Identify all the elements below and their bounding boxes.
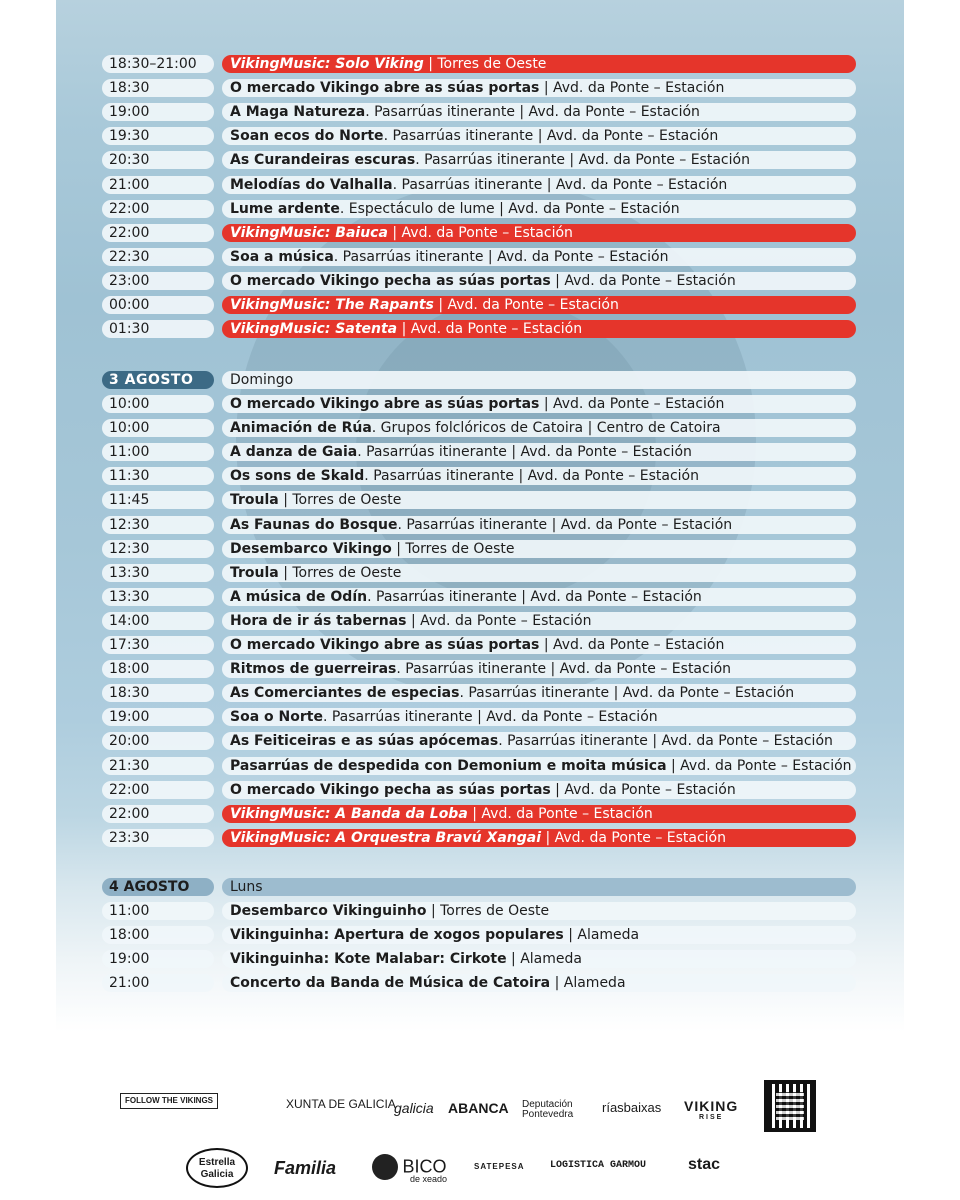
event-title: Hora de ir ás tabernas: [230, 612, 407, 629]
event-time: 18:00: [102, 660, 214, 678]
event-time: 23:00: [102, 272, 214, 290]
event-title: VikingMusic: A Orquestra Bravú Xangai: [230, 829, 542, 846]
event-title: Desembarco Vikinguinho: [230, 903, 427, 919]
event-title: VikingMusic: The Rapants: [230, 297, 434, 313]
event-time: 21:00: [102, 974, 214, 992]
event-detail: | Avd. da Ponte – Estación: [387, 224, 573, 241]
event-time: 18:30: [102, 79, 214, 97]
event-time: 10:00: [102, 419, 214, 437]
viking-rise-title: VIKING: [684, 1098, 739, 1114]
event-description: [222, 296, 856, 314]
event-detail: | Avd. da Ponte – Estación: [666, 757, 852, 774]
event-detail: | Alameda: [563, 927, 640, 944]
event-row: [102, 564, 856, 582]
event-description: [222, 443, 856, 461]
event-title: Vikinguinha: Apertura de xogos populares: [230, 927, 564, 944]
event-description: [222, 781, 856, 799]
day-header-3-agosto: [102, 371, 856, 389]
event-description: [222, 516, 856, 534]
event-row: [102, 708, 856, 726]
event-title: VikingMusic: Baiuca: [230, 224, 388, 241]
event-description: [222, 902, 856, 920]
event-row: [102, 516, 856, 534]
concert-row: [102, 296, 856, 314]
event-description: [222, 419, 856, 437]
event-description: [222, 224, 856, 242]
event-row: [102, 79, 856, 97]
event-detail: . Pasarrúas itinerante | Avd. da Ponte – Estación: [333, 248, 669, 265]
event-time: 11:00: [102, 443, 214, 461]
event-description: [222, 127, 856, 145]
event-row: [102, 176, 856, 194]
event-row: [102, 684, 856, 702]
event-row: [102, 612, 856, 630]
event-description: [222, 395, 856, 413]
event-description: [222, 708, 856, 726]
event-detail: | Avd. da Ponte – Estación: [467, 805, 653, 822]
event-row: [102, 540, 856, 558]
garmou-logo: LOGISTICA GARMOU: [550, 1160, 647, 1171]
galicia-logo: galicia: [394, 1100, 434, 1116]
event-description: [222, 176, 856, 194]
event-detail: | Torres de Oeste: [426, 903, 550, 919]
event-time: 12:30: [102, 516, 214, 534]
poster: [56, 0, 904, 1200]
concert-row: [102, 805, 856, 823]
event-description: [222, 151, 856, 169]
event-time: 11:30: [102, 467, 214, 485]
event-time: 13:30: [102, 588, 214, 606]
event-time: 11:00: [102, 902, 214, 920]
event-time: 19:30: [102, 127, 214, 145]
event-description: [222, 272, 856, 290]
event-description: [222, 103, 856, 121]
event-row: [102, 248, 856, 266]
event-row: [102, 443, 856, 461]
event-detail: | Avd. da Ponte – Estación: [406, 612, 592, 629]
event-detail: | Avd. da Ponte – Estación: [550, 272, 736, 289]
event-description: [222, 684, 856, 702]
event-title: Lume ardente: [230, 200, 340, 217]
concert-row: [102, 320, 856, 338]
event-description: [222, 757, 856, 775]
day-weekday: Luns: [222, 878, 856, 896]
event-time: 00:00: [102, 296, 214, 314]
event-row: [102, 732, 856, 750]
bico-title: BICO: [402, 1156, 447, 1177]
estrella-galicia-logo: Estrella Galicia: [186, 1148, 248, 1188]
event-title: As Curandeiras escuras: [230, 152, 416, 169]
event-description: [222, 926, 856, 944]
abanca-logo: ABANCA: [448, 1100, 509, 1116]
event-detail: . Espectáculo de lume | Avd. da Ponte – Estación: [339, 200, 680, 217]
event-detail: | Avd. da Ponte – Estación: [539, 396, 725, 412]
event-time: 12:30: [102, 540, 214, 558]
event-time: 22:00: [102, 781, 214, 799]
bico-sub: de xeado: [410, 1174, 448, 1184]
event-title: A música de Odín: [230, 588, 368, 605]
event-title: Os sons de Skald: [230, 468, 365, 485]
event-time: 23:30: [102, 829, 214, 847]
event-description: [222, 467, 856, 485]
day-label: 3 AGOSTO: [102, 371, 214, 389]
event-title: O mercado Vikingo abre as súas portas: [230, 80, 540, 97]
event-title: Melodías do Valhalla: [230, 176, 393, 193]
event-row: [102, 151, 856, 169]
event-row: [102, 491, 856, 509]
event-description: [222, 564, 856, 582]
event-detail: . Pasarrúas itinerante | Avd. da Ponte – Estación: [357, 444, 692, 461]
event-time: 18:30–21:00: [102, 55, 214, 73]
event-time: 11:45: [102, 491, 214, 509]
event-row: [102, 636, 856, 654]
event-time: 13:30: [102, 564, 214, 582]
event-description: [222, 491, 856, 509]
event-detail: | Avd. da Ponte – Estación: [550, 781, 736, 798]
event-detail: . Pasarrúas itinerante | Avd. da Ponte – Estación: [498, 733, 833, 750]
event-time: 20:00: [102, 732, 214, 750]
event-description: [222, 636, 856, 654]
event-description: [222, 200, 856, 218]
event-time: 14:00: [102, 612, 214, 630]
event-title: Pasarrúas de despedida con Demonium e moita música: [230, 757, 667, 774]
event-title: Vikinguinha: Kote Malabar: Cirkote: [230, 951, 507, 968]
event-title: Troula: [230, 564, 279, 581]
deputacion-logo: Deputación Pontevedra: [522, 1099, 574, 1120]
event-detail: | Torres de Oeste: [278, 492, 402, 509]
event-time: 21:00: [102, 176, 214, 194]
event-title: Soan ecos do Norte: [230, 128, 384, 145]
riasbaixas-logo: ríasbaixas: [602, 1100, 662, 1115]
event-detail: | Avd. da Ponte – Estación: [541, 829, 726, 846]
event-time: 22:00: [102, 805, 214, 823]
event-detail: . Pasarrúas itinerante | Avd. da Ponte – Estación: [383, 128, 719, 145]
day-weekday: Domingo: [222, 371, 856, 389]
event-title: As Feiticeiras e as súas apócemas: [230, 733, 499, 750]
event-time: 22:30: [102, 248, 214, 266]
event-time: 18:00: [102, 926, 214, 944]
event-title: Soa a música: [230, 248, 334, 265]
event-row: [102, 200, 856, 218]
event-title: O mercado Vikingo abre as súas portas: [230, 396, 540, 412]
event-description: [222, 974, 856, 992]
event-time: 19:00: [102, 950, 214, 968]
event-detail: | Avd. da Ponte – Estación: [397, 321, 583, 338]
event-detail: . Pasarrúas itinerante | Avd. da Ponte – Estación: [396, 661, 732, 678]
event-description: [222, 79, 856, 97]
event-time: 22:00: [102, 200, 214, 218]
event-title: A Maga Natureza: [230, 104, 366, 121]
viking-rise-logo: [684, 1098, 738, 1121]
event-detail: . Pasarrúas itinerante | Avd. da Ponte – Estación: [367, 588, 702, 605]
event-description: [222, 588, 856, 606]
event-detail: . Pasarrúas itinerante | Avd. da Ponte – Estación: [397, 516, 733, 533]
follow-the-vikings-logo: FOLLOW THE VIKINGS: [120, 1093, 218, 1109]
event-title: Animación de Rúa: [230, 420, 372, 437]
event-row: [102, 974, 856, 992]
event-time: 19:00: [102, 103, 214, 121]
event-row: [102, 467, 856, 485]
event-time: 21:30: [102, 757, 214, 775]
event-detail: . Pasarrúas itinerante | Avd. da Ponte – Estación: [364, 468, 699, 485]
concert-row: [102, 829, 856, 847]
event-title: O mercado Vikingo pecha as súas portas: [230, 781, 551, 798]
event-row: [102, 926, 856, 944]
event-row: [102, 950, 856, 968]
event-title: O mercado Vikingo abre as súas portas: [230, 637, 540, 653]
event-title: Desembarco Vikingo: [230, 540, 392, 557]
event-detail: | Torres de Oeste: [423, 56, 547, 72]
event-detail: . Pasarrúas itinerante | Avd. da Ponte – Estación: [459, 685, 795, 702]
event-detail: | Avd. da Ponte – Estación: [539, 80, 725, 97]
event-title: As Comerciantes de especias: [230, 685, 460, 702]
event-time: 19:00: [102, 708, 214, 726]
event-title: Troula: [230, 492, 279, 509]
event-description: [222, 320, 856, 338]
event-row: [102, 419, 856, 437]
event-title: Ritmos de guerreiras: [230, 661, 397, 678]
event-description: [222, 732, 856, 750]
event-detail: | Torres de Oeste: [278, 564, 402, 581]
event-row: [102, 395, 856, 413]
qr-code[interactable]: [764, 1080, 816, 1132]
event-description: [222, 612, 856, 630]
event-detail: . Grupos folclóricos de Catoira | Centro de Catoira: [371, 420, 721, 437]
bico-icon: [372, 1154, 398, 1180]
event-detail: | Alameda: [550, 975, 626, 992]
event-detail: . Pasarrúas itinerante | Avd. da Ponte – Estación: [322, 709, 658, 726]
event-detail: | Avd. da Ponte – Estación: [433, 297, 619, 313]
event-detail: . Pasarrúas itinerante | Avd. da Ponte – Estación: [415, 152, 750, 169]
event-time: 10:00: [102, 395, 214, 413]
event-row: [102, 103, 856, 121]
day-label: 4 AGOSTO: [102, 878, 214, 896]
event-title: VikingMusic: Satenta: [230, 321, 398, 338]
event-title: A danza de Gaia: [230, 444, 358, 461]
event-time: 01:30: [102, 320, 214, 338]
event-time: 17:30: [102, 636, 214, 654]
event-detail: | Torres de Oeste: [391, 540, 515, 557]
event-row: [102, 757, 856, 775]
event-title: As Faunas do Bosque: [230, 516, 398, 533]
event-description: [222, 248, 856, 266]
event-title: VikingMusic: A Banda da Loba: [230, 805, 468, 822]
bico-logo: [372, 1154, 448, 1184]
concert-row: [102, 55, 856, 73]
familia-logo: Familia: [274, 1158, 337, 1178]
event-description: [222, 540, 856, 558]
event-detail: . Pasarrúas itinerante | Avd. da Ponte – Estación: [365, 104, 700, 121]
event-description: [222, 55, 856, 73]
event-description: [222, 950, 856, 968]
event-title: O mercado Vikingo pecha as súas portas: [230, 272, 551, 289]
event-row: [102, 127, 856, 145]
xunta-logo: XUNTA DE GALICIA: [286, 1097, 396, 1111]
satepesa-logo: SATEPESA: [474, 1162, 525, 1171]
event-detail: | Avd. da Ponte – Estación: [539, 637, 725, 653]
event-row: [102, 272, 856, 290]
event-row: [102, 588, 856, 606]
event-row: [102, 902, 856, 920]
event-title: Soa o Norte: [230, 709, 323, 726]
day-header-4-agosto: [102, 878, 856, 896]
event-title: Concerto da Banda de Música de Catoira: [230, 975, 551, 992]
viking-rise-sub: RISE: [698, 1114, 724, 1121]
event-description: [222, 660, 856, 678]
stac-logo: stac: [688, 1156, 721, 1173]
event-detail: . Pasarrúas itinerante | Avd. da Ponte – Estación: [392, 176, 728, 193]
event-title: VikingMusic: Solo Viking: [230, 56, 424, 72]
event-description: [222, 829, 856, 847]
event-row: [102, 660, 856, 678]
event-description: [222, 805, 856, 823]
event-time: 22:00: [102, 224, 214, 242]
event-row: [102, 781, 856, 799]
event-time: 20:30: [102, 151, 214, 169]
event-detail: | Alameda: [506, 951, 582, 968]
concert-row: [102, 224, 856, 242]
event-time: 18:30: [102, 684, 214, 702]
